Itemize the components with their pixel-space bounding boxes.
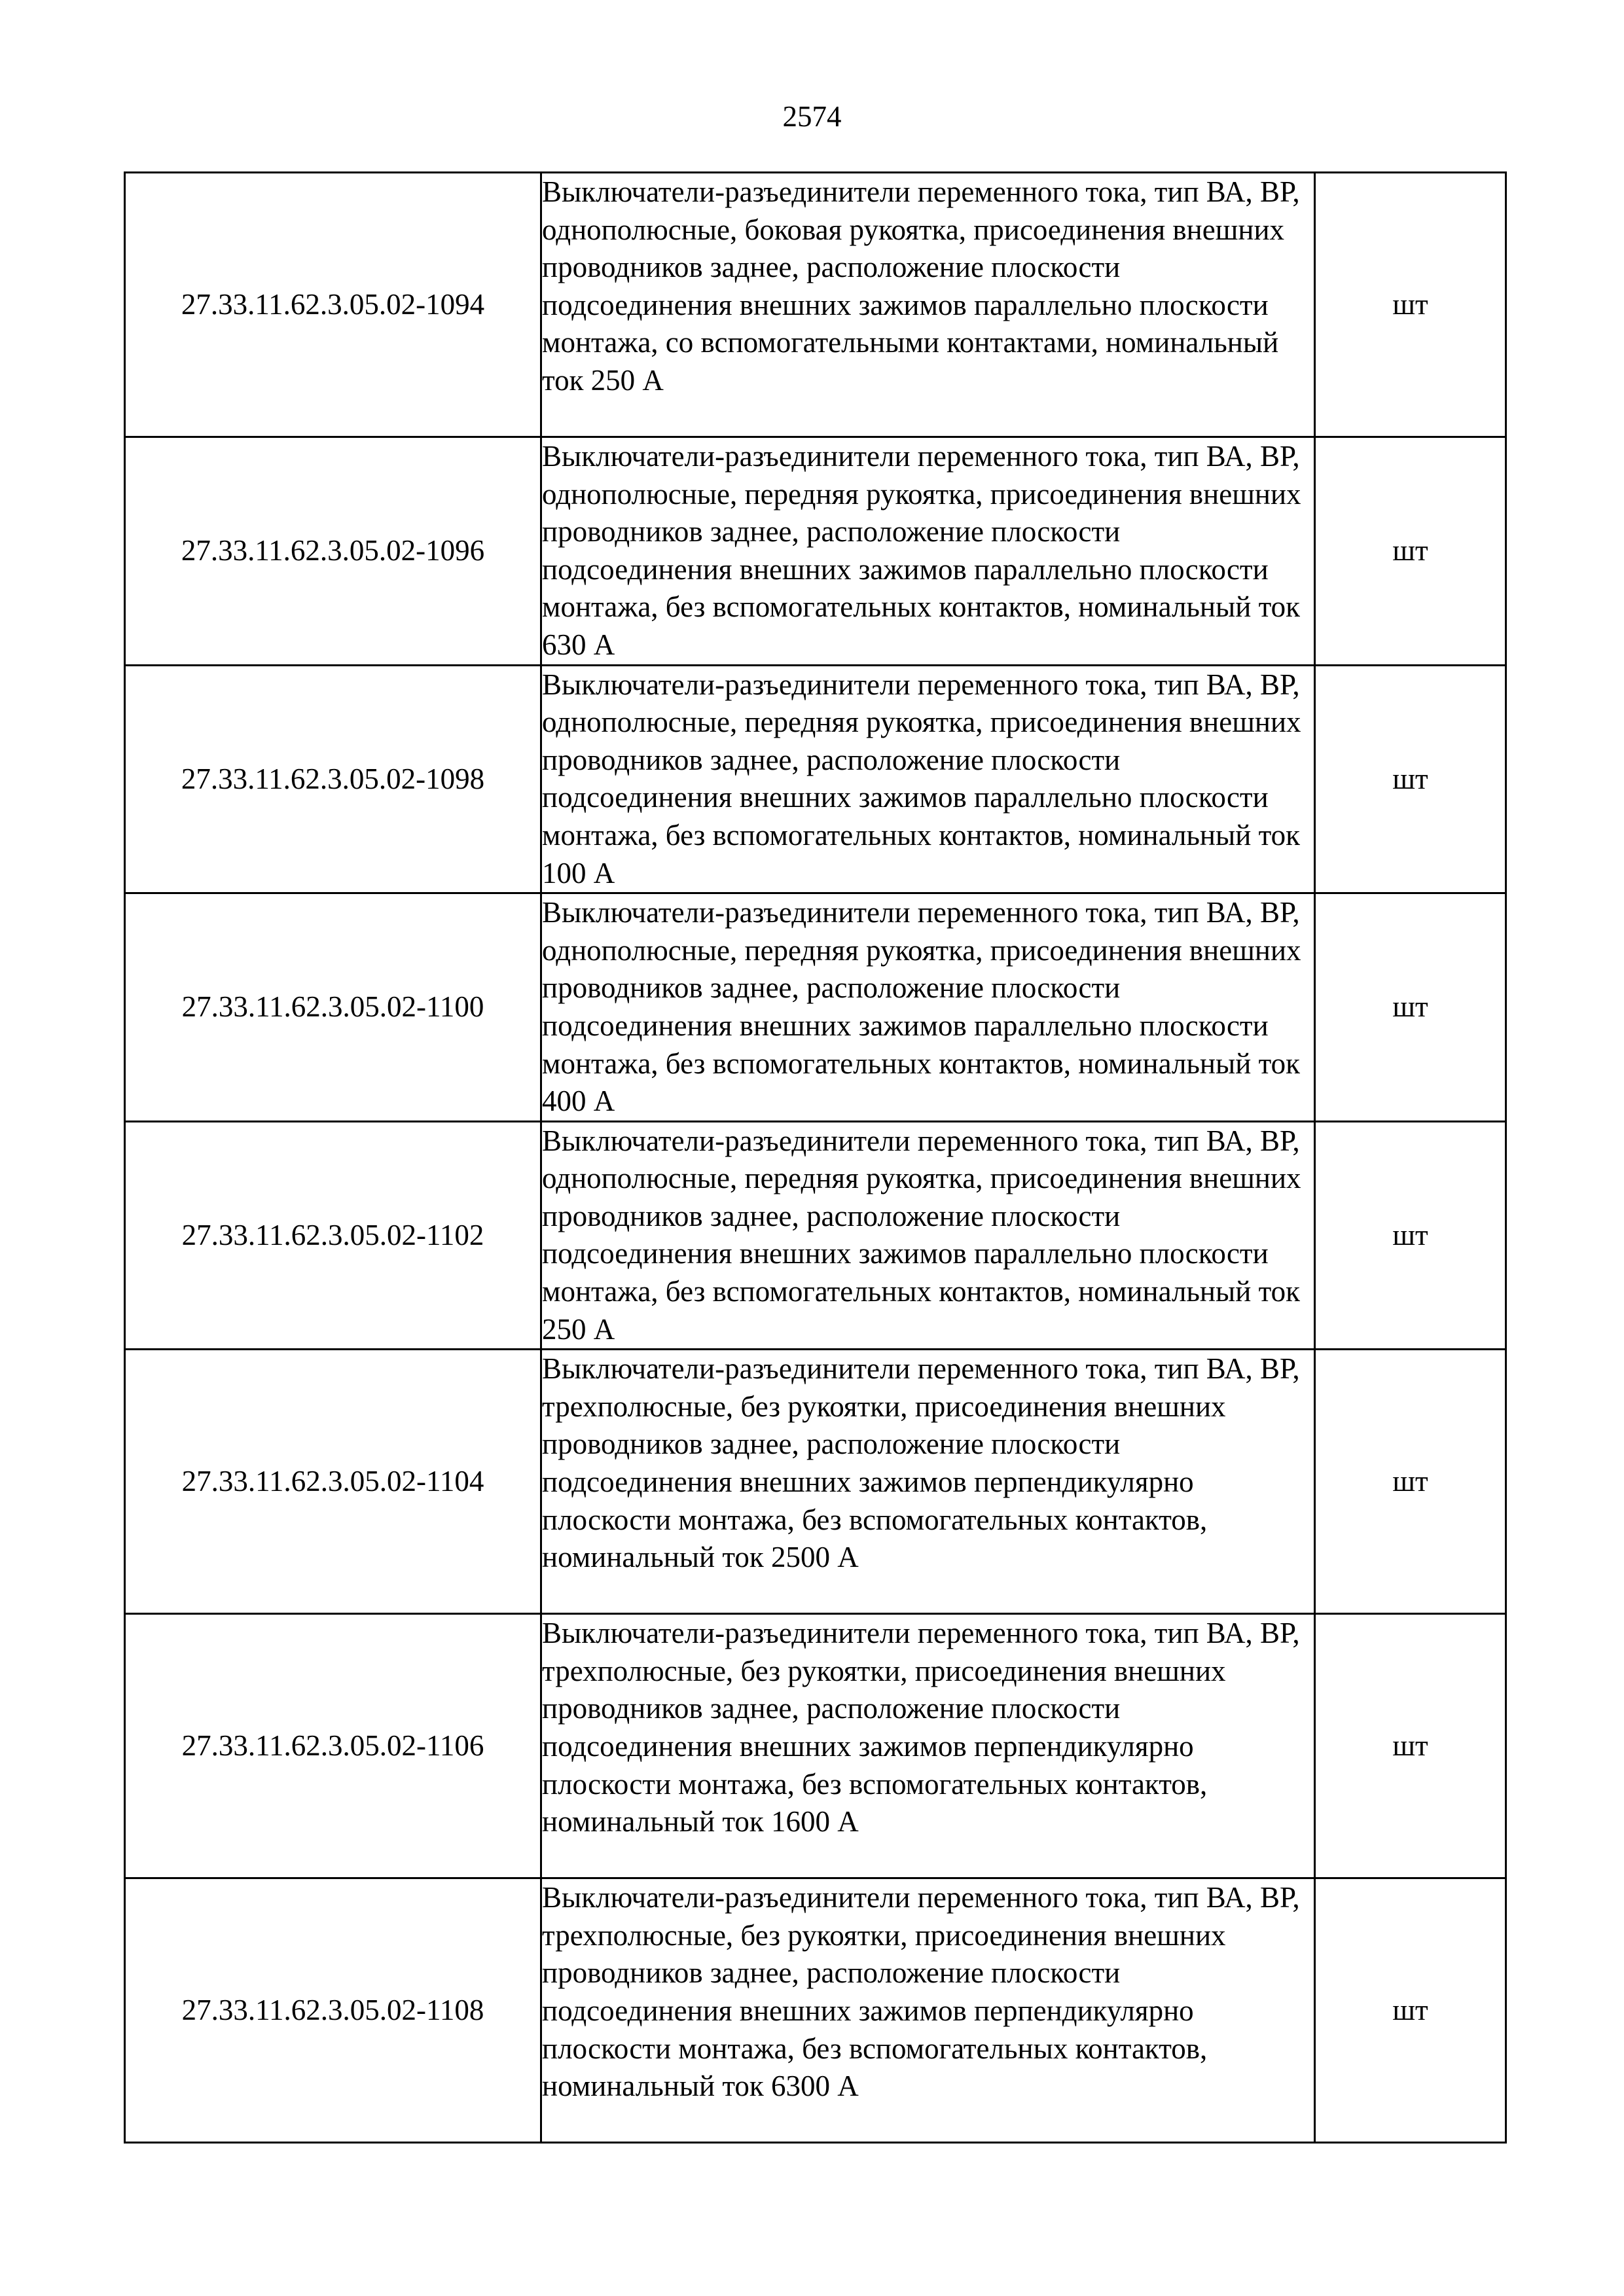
- item-unit: шт: [1315, 173, 1506, 437]
- item-description: Выключатели-разъединители переменного тока, тип ВА, ВР, однополюсные, передняя рукоятка, присоединения внешних проводников заднее, расположение плоскости подсоединения внешних зажимов параллельно плоскости монтажа, без вспомогательных контактов, номинальный ток 630 А: [541, 437, 1315, 666]
- table-row: [125, 1121, 1506, 1350]
- table-row: [125, 1350, 1506, 1614]
- item-code: 27.33.11.62.3.05.02-1102: [125, 1121, 541, 1350]
- item-description: Выключатели-разъединители переменного тока, тип ВА, ВР, трехполюсные, без рукоятки, присоединения внешних проводников заднее, расположение плоскости подсоединения внешних зажимов перпендикулярно плоскости монтажа, без вспомогательных контактов, номинальный ток 6300 А: [541, 1878, 1315, 2143]
- item-code: 27.33.11.62.3.05.02-1094: [125, 173, 541, 437]
- table-row: [125, 173, 1506, 437]
- item-unit: шт: [1315, 1350, 1506, 1614]
- item-code: 27.33.11.62.3.05.02-1098: [125, 665, 541, 893]
- item-code: 27.33.11.62.3.05.02-1100: [125, 893, 541, 1122]
- item-description: Выключатели-разъединители переменного тока, тип ВА, ВР, однополюсные, боковая рукоятка, присоединения внешних проводников заднее, расположение плоскости подсоединения внешних зажимов параллельно плоскости монтажа, со вспомогательными контактами, номинальный ток 250 А: [541, 173, 1315, 437]
- item-unit: шт: [1315, 437, 1506, 666]
- item-unit: шт: [1315, 665, 1506, 893]
- page-number: 2574: [782, 100, 842, 133]
- item-description: Выключатели-разъединители переменного тока, тип ВА, ВР, однополюсные, передняя рукоятка, присоединения внешних проводников заднее, расположение плоскости подсоединения внешних зажимов параллельно плоскости монтажа, без вспомогательных контактов, номинальный ток 100 А: [541, 665, 1315, 893]
- item-unit: шт: [1315, 1614, 1506, 1878]
- item-unit: шт: [1315, 1121, 1506, 1350]
- item-table: [124, 171, 1507, 2144]
- table-row: [125, 1614, 1506, 1878]
- table-row: [125, 665, 1506, 893]
- item-code: 27.33.11.62.3.05.02-1106: [125, 1614, 541, 1878]
- item-code: 27.33.11.62.3.05.02-1096: [125, 437, 541, 666]
- item-description: Выключатели-разъединители переменного тока, тип ВА, ВР, трехполюсные, без рукоятки, присоединения внешних проводников заднее, расположение плоскости подсоединения внешних зажимов перпендикулярно плоскости монтажа, без вспомогательных контактов, номинальный ток 1600 А: [541, 1614, 1315, 1878]
- item-unit: шт: [1315, 893, 1506, 1122]
- item-description: Выключатели-разъединители переменного тока, тип ВА, ВР, трехполюсные, без рукоятки, присоединения внешних проводников заднее, расположение плоскости подсоединения внешних зажимов перпендикулярно плоскости монтажа, без вспомогательных контактов, номинальный ток 2500 А: [541, 1350, 1315, 1614]
- item-description: Выключатели-разъединители переменного тока, тип ВА, ВР, однополюсные, передняя рукоятка, присоединения внешних проводников заднее, расположение плоскости подсоединения внешних зажимов параллельно плоскости монтажа, без вспомогательных контактов, номинальный ток 250 А: [541, 1121, 1315, 1350]
- item-code: 27.33.11.62.3.05.02-1104: [125, 1350, 541, 1614]
- item-unit: шт: [1315, 1878, 1506, 2143]
- table-row: [125, 437, 1506, 666]
- item-description: Выключатели-разъединители переменного тока, тип ВА, ВР, однополюсные, передняя рукоятка, присоединения внешних проводников заднее, расположение плоскости подсоединения внешних зажимов параллельно плоскости монтажа, без вспомогательных контактов, номинальный ток 400 А: [541, 893, 1315, 1122]
- table-row: [125, 893, 1506, 1122]
- item-code: 27.33.11.62.3.05.02-1108: [125, 1878, 541, 2143]
- table-row: [125, 1878, 1506, 2143]
